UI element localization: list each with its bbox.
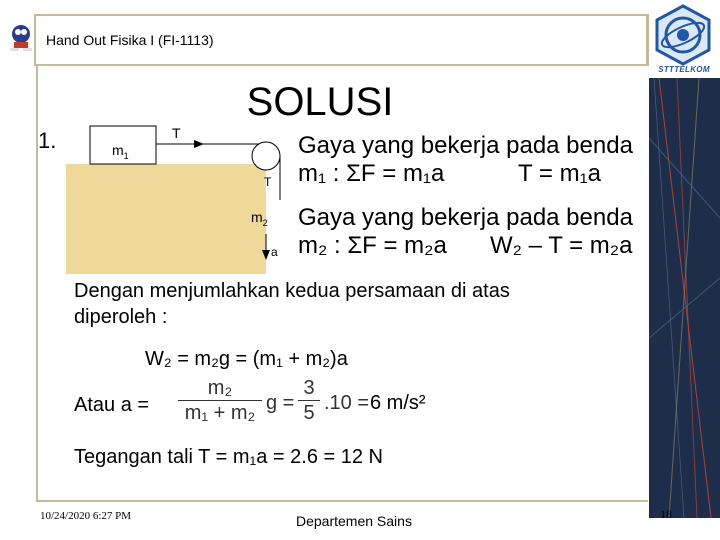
page-number: 18: [660, 507, 672, 521]
slide-title: SOLUSI: [246, 80, 394, 124]
footer-department: Departemen Sains: [296, 513, 412, 529]
sum-text-line-2: diperoleh :: [74, 306, 168, 328]
fraction-denominator: m₁ + m₂: [184, 402, 256, 424]
gaya-line-2: Gaya yang bekerja pada benda: [298, 204, 633, 231]
stttelkom-logo-icon: [652, 4, 714, 66]
header-divider: [646, 14, 649, 66]
tension-result: Tegangan tali T = m₁a = 2.6 = 12 N: [74, 446, 383, 468]
logo-text: STTTELKOM: [658, 65, 710, 74]
fraction-numerator: m₂: [207, 377, 233, 399]
gaya-equation-m1: m₁ : ΣF = m₁a: [298, 160, 445, 187]
t-side-label: T: [264, 175, 272, 189]
m2-label: $m_2$: [251, 209, 268, 228]
table-block: [66, 164, 266, 274]
header-title: Hand Out Fisika I (FI-1113): [46, 32, 214, 48]
weight-equation: W₂ – T = m₂a: [490, 232, 633, 259]
footer-rule: [36, 500, 648, 502]
fraction-numerator: 3: [303, 377, 315, 399]
t-top-label: T: [172, 125, 181, 141]
a-label: a: [271, 245, 278, 259]
times-ten: .10 =: [324, 392, 370, 414]
mass-fraction: [178, 376, 262, 425]
gaya-equation-m2: m₂ : ΣF = m₂a: [298, 232, 447, 259]
item-number: 1.: [38, 128, 57, 153]
m1-label: $m_1$: [112, 142, 129, 161]
acceleration-label: Atau a =: [74, 394, 150, 416]
number-fraction: [298, 376, 320, 425]
footer-date: 10/24/2020 6:27 PM: [40, 510, 132, 522]
w2-equation: W₂ = m₂g = (m₁ + m₂)a: [145, 348, 348, 370]
tension-equation: T = m₁a: [518, 160, 602, 187]
sum-text-line-1: Dengan menjumlahkan kedua persamaan di atas: [74, 280, 510, 302]
pulley-wheel: [252, 142, 280, 170]
decorative-side-panel: [649, 78, 720, 518]
acceleration-result: 6 m/s²: [370, 392, 426, 414]
t-arrow-head: [194, 140, 204, 148]
gaya-line-1: Gaya yang bekerja pada benda: [298, 132, 633, 159]
cartoon-logo-icon: [6, 22, 36, 52]
pulley-diagram: [60, 122, 300, 274]
g-equals: g =: [266, 392, 295, 414]
fraction-denominator: 5: [303, 402, 315, 424]
